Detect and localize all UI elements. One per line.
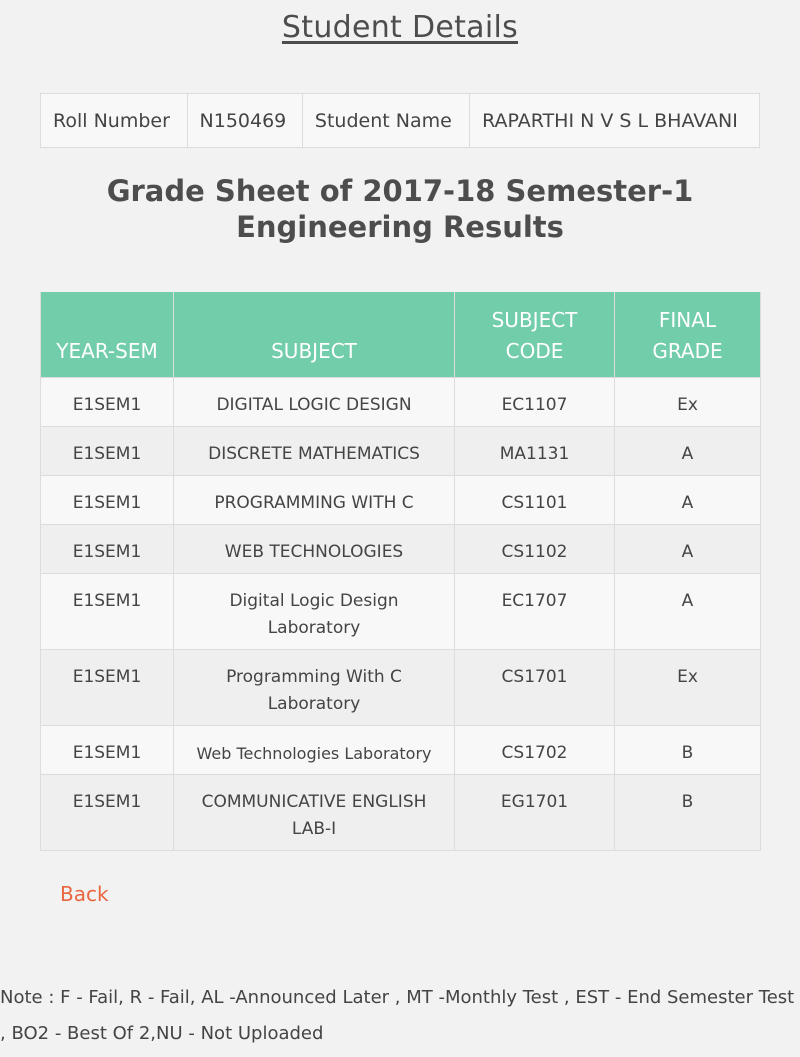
col-header-year-sem: YEAR-SEM bbox=[41, 292, 174, 378]
grade-sheet-heading-line2: Engineering Results bbox=[236, 210, 564, 244]
col-header-subject: SUBJECT bbox=[174, 292, 455, 378]
student-info-table bbox=[40, 93, 760, 148]
col-header-final-grade: FINAL GRADE bbox=[615, 292, 761, 378]
cell-subject: DISCRETE MATHEMATICS bbox=[174, 427, 455, 476]
cell-subject: Digital Logic Design Laboratory bbox=[174, 574, 455, 650]
roll-number-value: N150469 bbox=[187, 94, 302, 148]
grade-sheet-heading bbox=[0, 173, 800, 245]
cell-subject: PROGRAMMING WITH C bbox=[174, 476, 455, 525]
cell-year-sem: E1SEM1 bbox=[41, 378, 174, 427]
col-header-subject-code: SUBJECT CODE bbox=[455, 292, 615, 378]
table-row bbox=[41, 650, 761, 726]
cell-final-grade: Ex bbox=[615, 650, 761, 726]
cell-subject: DIGITAL LOGIC DESIGN bbox=[174, 378, 455, 427]
cell-subject-code: EC1707 bbox=[455, 574, 615, 650]
table-row bbox=[41, 378, 761, 427]
cell-subject: Web Technologies Laboratory bbox=[174, 726, 455, 775]
cell-subject: WEB TECHNOLOGIES bbox=[174, 525, 455, 574]
cell-final-grade: A bbox=[615, 525, 761, 574]
student-name-label: Student Name bbox=[302, 94, 469, 148]
cell-year-sem: E1SEM1 bbox=[41, 427, 174, 476]
table-row bbox=[41, 476, 761, 525]
roll-number-label: Roll Number bbox=[41, 94, 188, 148]
cell-final-grade: A bbox=[615, 476, 761, 525]
student-info-row bbox=[41, 94, 760, 148]
cell-subject-code: CS1101 bbox=[455, 476, 615, 525]
grade-table bbox=[40, 292, 761, 851]
cell-final-grade: B bbox=[615, 726, 761, 775]
page-title: Student Details bbox=[281, 10, 519, 45]
cell-subject-code: EG1701 bbox=[455, 775, 615, 851]
legend-note: Note : F - Fail, R - Fail, AL -Announced Later , MT -Monthly Test , EST - End Semester Test , BO2 - Best Of 2,NU - Not Uploaded bbox=[0, 987, 795, 1044]
cell-subject-code: CS1702 bbox=[455, 726, 615, 775]
cell-final-grade: A bbox=[615, 574, 761, 650]
back-link[interactable]: Back bbox=[60, 882, 109, 906]
table-row bbox=[41, 427, 761, 476]
cell-subject-code: CS1701 bbox=[455, 650, 615, 726]
grade-table-header bbox=[41, 292, 761, 378]
cell-subject-code: MA1131 bbox=[455, 427, 615, 476]
cell-year-sem: E1SEM1 bbox=[41, 775, 174, 851]
table-row bbox=[41, 726, 761, 775]
cell-final-grade: A bbox=[615, 427, 761, 476]
cell-subject-code: CS1102 bbox=[455, 525, 615, 574]
table-row bbox=[41, 574, 761, 650]
grade-sheet-heading-line1: Grade Sheet of 2017-18 Semester-1 bbox=[106, 174, 694, 208]
cell-year-sem: E1SEM1 bbox=[41, 650, 174, 726]
cell-subject: COMMUNICATIVE ENGLISH LAB-I bbox=[174, 775, 455, 851]
cell-final-grade: B bbox=[615, 775, 761, 851]
cell-subject: Programming With C Laboratory bbox=[174, 650, 455, 726]
cell-year-sem: E1SEM1 bbox=[41, 525, 174, 574]
cell-year-sem: E1SEM1 bbox=[41, 574, 174, 650]
cell-year-sem: E1SEM1 bbox=[41, 726, 174, 775]
cell-year-sem: E1SEM1 bbox=[41, 476, 174, 525]
cell-subject-code: EC1107 bbox=[455, 378, 615, 427]
cell-final-grade: Ex bbox=[615, 378, 761, 427]
student-name-value: RAPARTHI N V S L BHAVANI bbox=[470, 94, 760, 148]
table-row bbox=[41, 775, 761, 851]
table-row bbox=[41, 525, 761, 574]
